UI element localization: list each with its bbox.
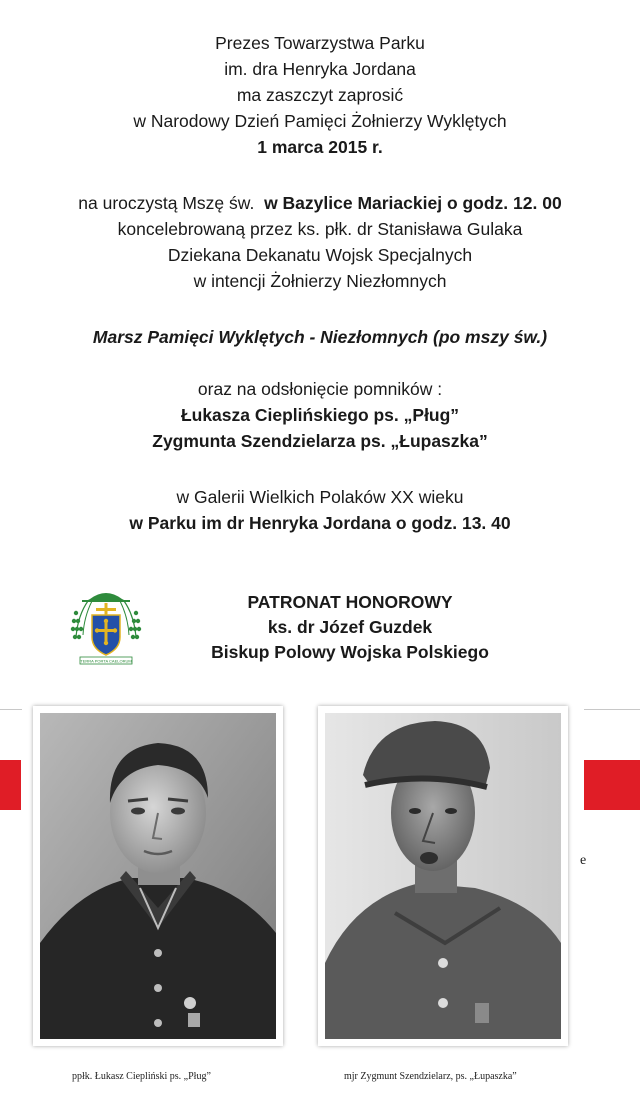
monument-1: Łukasza Cieplińskiego ps. „Pług” (180, 405, 460, 425)
monument-2: Zygmunta Szendzielarza ps. „Łupaszka” (152, 431, 488, 451)
red-accent-bar (584, 760, 640, 810)
gallery-section (0, 484, 640, 536)
patron-name: ks. dr Józef Guzdek (267, 617, 433, 637)
mass-celebrant: koncelebrowaną przez ks. płk. dr Stanisława Gulaka (117, 219, 523, 239)
invitation-line: w Narodowy Dzień Pamięci Żołnierzy Wyklętych (133, 111, 507, 131)
gallery-line-1: w Galerii Wielkich Polaków XX wieku (176, 487, 464, 507)
event-date: 1 marca 2015 r. (257, 137, 383, 157)
march-title: Marsz Pamięci Wyklętych - Niezłomnych (po mszy św.) (92, 327, 548, 347)
invitation-header (0, 30, 640, 160)
unveiling-section (0, 376, 640, 454)
mass-celebrant-title: Dziekana Dekanatu Wojsk Specjalnych (167, 245, 473, 265)
divider-line (0, 709, 22, 710)
invitation-line: im. dra Henryka Jordana (224, 59, 416, 79)
portrait-frame (318, 706, 568, 1046)
unveiling-intro: oraz na odsłonięcie pomników : (197, 379, 443, 399)
red-accent-bar (0, 760, 21, 810)
patron-title: Biskup Polowy Wojska Polskiego (211, 642, 489, 662)
mass-section (0, 190, 640, 294)
portrait-frame (33, 706, 283, 1046)
divider-line (584, 709, 640, 710)
march-section (0, 324, 640, 350)
invitation-line: ma zaszczyt zaprosić (236, 85, 404, 105)
mass-intention: w intencji Żołnierzy Niezłomnych (193, 271, 447, 291)
mass-intro: na uroczystą Mszę św. (78, 193, 255, 213)
portrait-photo (325, 713, 561, 1039)
invitation-line: Prezes Towarzystwa Parku (215, 33, 425, 53)
patronage-heading: PATRONAT HONOROWY (247, 592, 453, 612)
mass-line-1 (0, 190, 640, 216)
cropped-edge-letter: e (580, 853, 587, 868)
gallery-line-2: w Parku im dr Henryka Jordana o godz. 13. 40 (129, 513, 511, 533)
coa-motto: TERRA PORTA CAELORUM (80, 658, 132, 664)
patronage-section (60, 590, 640, 665)
photo-caption: ppłk. Łukasz Ciepliński ps. „Pług” (72, 1071, 211, 1082)
mass-location-time: w Bazylice Mariackiej o godz. 12. 00 (264, 193, 562, 213)
portrait-photo (40, 713, 276, 1039)
photo-caption: mjr Zygmunt Szendzielarz, ps. „Łupaszka” (344, 1071, 517, 1082)
